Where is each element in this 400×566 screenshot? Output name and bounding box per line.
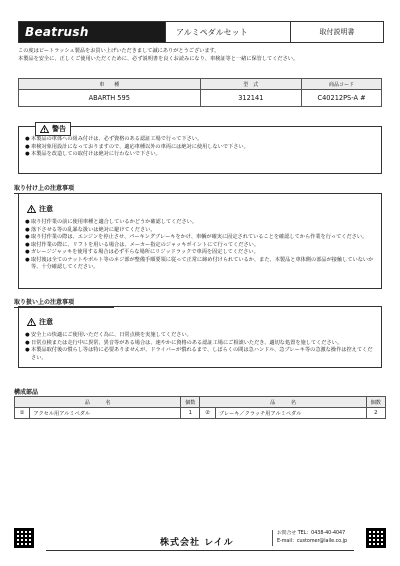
caution-item: ● 取付後は全てのナットやボルト等のネジ部が整備手順要領に従って正常に締め付けられているか、また、本製品と車体側の部品が接触していないか等、十分確認してください。 xyxy=(25,256,374,271)
part-qty: 2 xyxy=(366,408,385,419)
part-qty: 1 xyxy=(181,408,200,419)
spec-model: 312141 xyxy=(200,90,302,107)
part-name: ブレーキ／クラッチ用アルミペダル xyxy=(215,408,366,419)
product-title: アルミペダルセット xyxy=(165,22,290,42)
spec-header-code: 商品コード xyxy=(302,79,382,90)
handling-caution-box xyxy=(18,306,382,368)
parts-table xyxy=(14,396,386,419)
spec-code: C40212PS-A # xyxy=(302,90,382,107)
spec-value-row xyxy=(19,90,382,107)
caution-label: 注意 xyxy=(39,318,53,326)
spec-header-vehicle: 車 種 xyxy=(19,79,201,90)
intro-line: この度はビートラッシュ製品をお買い上げいただきまして誠にありがとうございます。 xyxy=(18,48,220,54)
caution-label: 注意 xyxy=(39,205,53,213)
parts-header-qty: 個数 xyxy=(366,397,385,408)
caution-item: ● 安全上の快適にご使用いただく為に、日常点検を実施してください。 xyxy=(25,332,192,338)
spec-header-model: 型 式 xyxy=(200,79,302,90)
qr-code-icon xyxy=(366,528,386,548)
footer-divider xyxy=(46,550,354,551)
document-type: 取付説明書 xyxy=(290,22,383,42)
caution-item: ● 取り付作業の前に使用車種と適合しているかどうか確認してください。 xyxy=(25,219,198,225)
parts-header-row xyxy=(15,397,386,408)
caution-item: ● 落下させる等の乱暴な扱いは絶対に避けてください。 xyxy=(25,226,156,233)
part-number: ① xyxy=(15,408,30,419)
warning-item: ● 本製品の車体への組み付けは、必ず資格のある認証工場で行って下さい。 xyxy=(25,136,203,142)
warning-item: ● 車検対象用設計になっておりますので、適応車種以外の車両には絶対に使用しないで下さい。 xyxy=(25,143,249,150)
qr-code-icon xyxy=(14,528,34,548)
intro-text xyxy=(18,48,382,64)
spec-header-row xyxy=(19,79,382,90)
table-row xyxy=(15,408,386,419)
caution-item: ● 取付作業の際に、リフトを用いる場合は、メーカー指定のジャッキポイントにて行ってください。 xyxy=(25,241,260,248)
warning-label: 警告 xyxy=(52,125,66,133)
header-bar xyxy=(18,21,384,43)
contact-info xyxy=(272,530,347,546)
vehicle-spec-table xyxy=(18,78,382,107)
handling-notes-heading: 取り扱い上の注意事項 xyxy=(14,297,114,308)
contact-label: お問合せ xyxy=(277,531,297,536)
contact-tel: TEL：0438-40-4047 xyxy=(297,531,346,536)
caution-item: ● 取り付作業の際は、エンジンを停止させ、パーキングブレーキをかけ、車輌が確実に固定されていることを確認してから作業を行ってください。 xyxy=(25,234,368,241)
caution-badge xyxy=(27,204,53,214)
warning-triangle-icon xyxy=(40,125,49,133)
parts-heading: 構成部品 xyxy=(14,389,39,396)
caution-item: ● 本製品取付後の慣らし等は特に必要ありませんが、ドライバーが慣れるまで、しばらくの間は急ハンドル、急ブレーキ等の急激な操作は控えてください。 xyxy=(25,347,373,361)
parts-header-name: 品 名 xyxy=(15,397,181,408)
parts-header-name: 品 名 xyxy=(200,397,366,408)
warning-badge xyxy=(35,122,71,136)
contact-email: E-mail：customer@laile.co.jp xyxy=(277,539,348,545)
caution-triangle-icon xyxy=(27,205,36,213)
spec-vehicle: ABARTH 595 xyxy=(19,90,201,107)
parts-header-qty: 個数 xyxy=(181,397,200,408)
caution-item: ● ガレージジャッキを使用する場合は必ず平らな場所にリジッドラックで車両を固定してください。 xyxy=(25,249,259,256)
installation-caution-box xyxy=(18,193,382,289)
caution-badge xyxy=(27,317,53,327)
caution-item: ● 日常点検または走行中に異常、異音等がある場合は、速やかに資格のある認証工場にご相談いただき、適切な処置を施してください。 xyxy=(25,339,343,346)
part-number: ② xyxy=(200,408,215,419)
installation-notes-heading: 取り付け上の注意事項 xyxy=(14,183,114,194)
warning-item: ● 本製品を改造しての取付けは絶対に行わないで下さい。 xyxy=(25,151,161,158)
intro-line: 本製品を安全に、正しくご使用いただくために、必ず説明書を良くお読みになり、車検証等と一緒に保管してください。 xyxy=(18,55,299,62)
brand-logo: Beatrush xyxy=(19,22,165,42)
caution-triangle-icon xyxy=(27,318,36,326)
part-name: アクセル用アルミペダル xyxy=(30,408,181,419)
warning-box xyxy=(18,126,382,174)
footer xyxy=(10,526,390,556)
company-name: 株式会社 レイル xyxy=(160,538,234,548)
